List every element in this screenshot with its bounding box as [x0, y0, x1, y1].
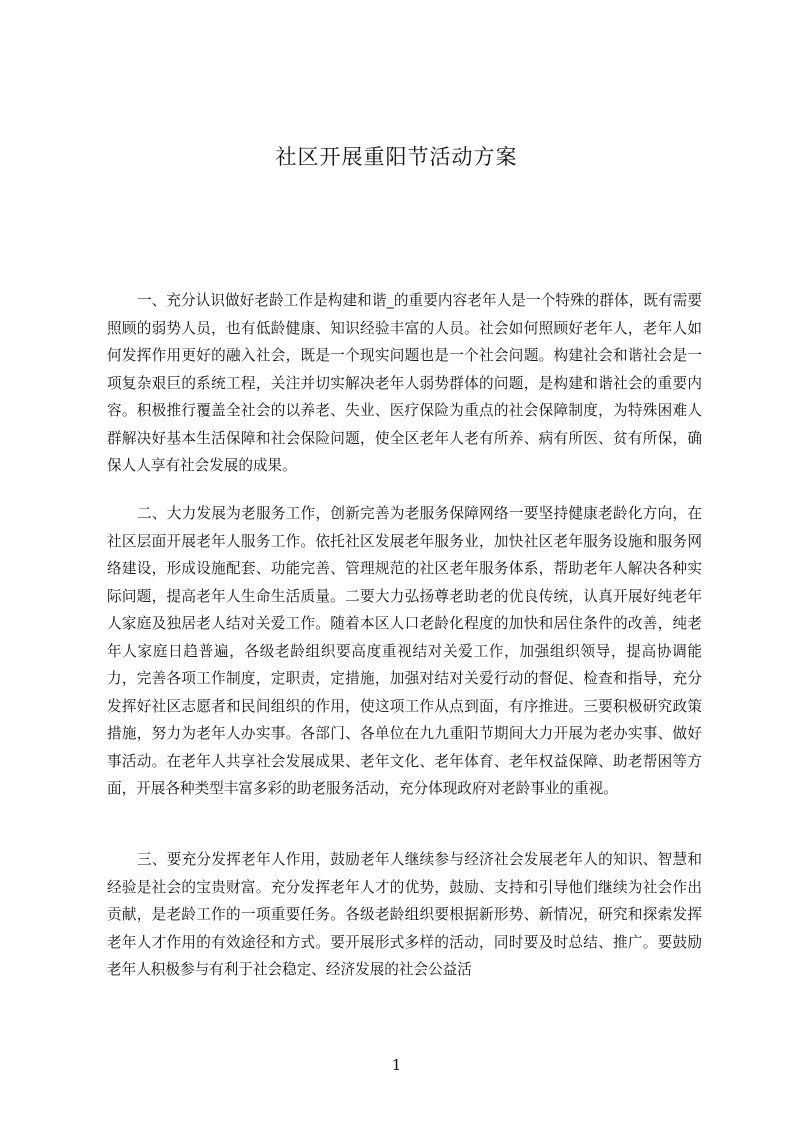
paragraph-1: 一、充分认识做好老龄工作是构建和谐_的重要内容老年人是一个特殊的群体，既有需要照顾的弱势人员，也有低龄健康、知识经验丰富的人员。社会如何照顾好老年人，老年人如何发挥作用更好的融入社会，既是一个现实问题也是一个社会问题。构建社会和谐社会是一项复杂艰巨的系统工程，关注并切实解决老年人弱势群体的问题，是构建和谐社会的重要内容。积极推行覆盖全社会的以养老、失业、医疗保险为重点的社会保障制度，为特殊困难人群解决好基本生活保障和社会保险问题，使全区老年人老有所养、病有所医、贫有所保，确保人人享有社会发展的成果。 [107, 292, 702, 474]
document-title: 社区开展重阳节活动方案 [275, 145, 518, 169]
paragraph-3: 三、要充分发挥老年人作用，鼓励老年人继续参与经济社会发展老年人的知识、智慧和经验是社会的宝贵财富。充分发挥老年人才的优势，鼓励、支持和引导他们继续为社会作出贡献，是老龄工作的一项重要任务。各级老龄组织要根据新形势、新情况，研究和探索发挥老年人才作用的有效途径和方式。要开展形式多样的活动，同时要及时总结、推广。要鼓励老年人积极参与有利于社会稳定、经济发展的社会公益活 [107, 851, 702, 978]
page-number: 1 [391, 1056, 402, 1074]
paragraph-2: 二、大力发展为老服务工作，创新完善为老服务保障网络一要坚持健康老龄化方向，在社区层面开展老年人服务工作。依托社区发展老年服务业，加快社区老年服务设施和服务网络建设，形成设施配套、功能完善、管理规范的社区老年服务体系，帮助老年人解决各种实际问题，提高老年人生命生活质量。二要大力弘扬尊老助老的优良传统，认真开展好纯老年人家庭及独居老人结对关爱工作。随着本区人口老龄化程度的加快和居住条件的改善，纯老年人家庭日趋普遍，各级老龄组织要高度重视结对关爱工作，加强组织领导，提高协调能力，完善各项工作制度，定职责，定措施，加强对结对关爱行动的督促、检查和指导，充分发挥好社区志愿者和民间组织的作用，使这项工作从点到面，有序推进。三要积极研究政策措施，努力为老年人办实事。各部门、各单位在九九重阳节期间大力开展为老办实事、做好事活动。在老年人共享社会发展成果、老年文化、老年体育、老年权益保障、助老帮困等方面，开展各种类型丰富多彩的助老服务活动，充分体现政府对老龄事业的重视。 [107, 505, 702, 797]
